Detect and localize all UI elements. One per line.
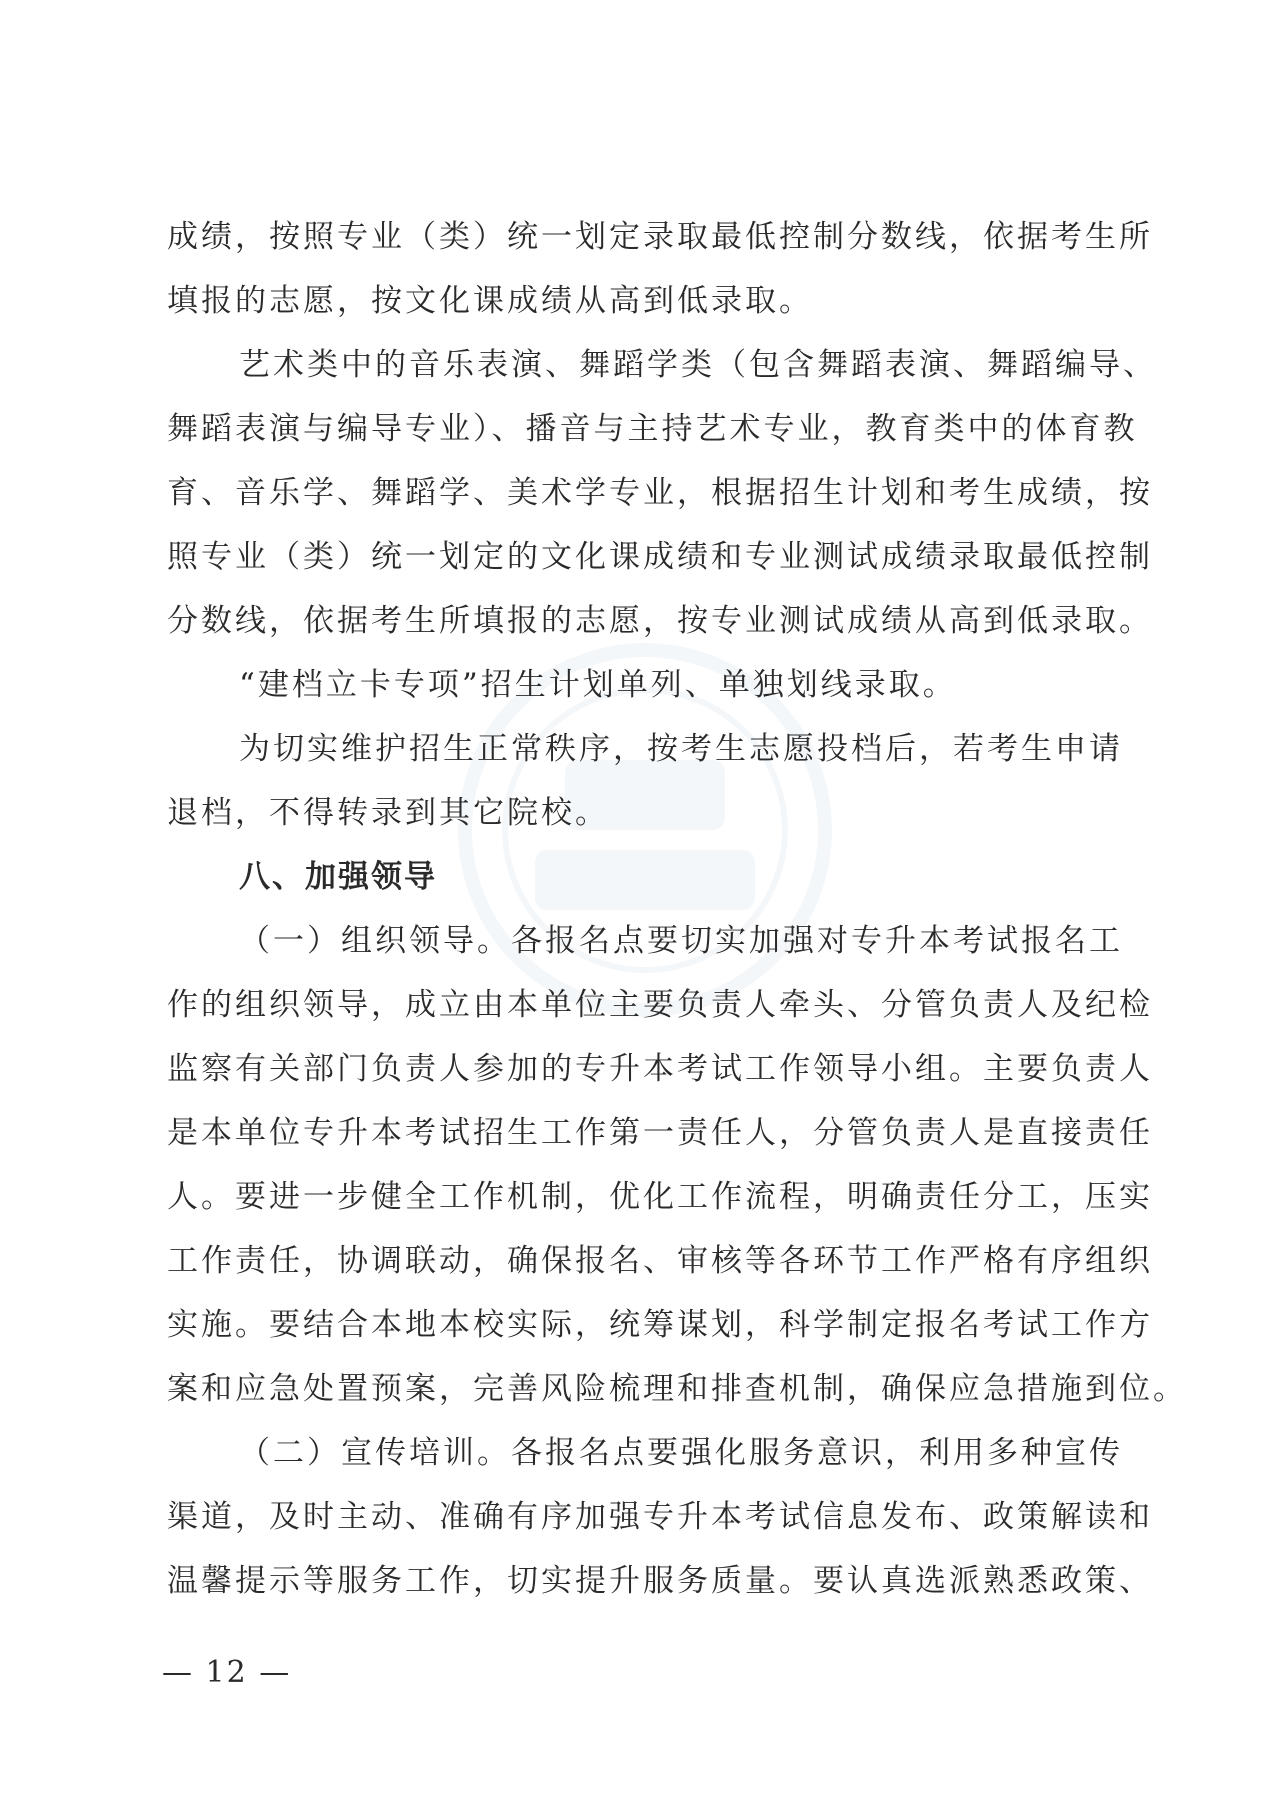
text-line: （一）组织领导。各报名点要切实加强对专升本考试报名工 [239, 923, 1123, 959]
text-line: 退档，不得转录到其它院校。 [167, 795, 609, 831]
text-line: 育、音乐学、舞蹈学、美术学专业，根据招生计划和考生成绩，按 [167, 475, 1153, 511]
page-number: — 12 — [162, 1655, 292, 1690]
text-line: 舞蹈表演与编导专业）、播音与主持艺术专业，教育类中的体育教 [167, 411, 1138, 447]
text-line: 案和应急处置预案，完善风险梳理和排查机制，确保应急措施到位。 [167, 1371, 1187, 1407]
text-line: 人。要进一步健全工作机制，优化工作流程，明确责任分工，压实 [167, 1179, 1153, 1215]
text-line: 为切实维护招生正常秩序，按考生志愿投档后，若考生申请 [239, 731, 1123, 767]
body-text [167, 205, 1187, 1613]
text-line: 作的组织领导，成立由本单位主要负责人牵头、分管负责人及纪检 [167, 987, 1153, 1023]
text-line: “建档立卡专项”招生计划单列、单独划线录取。 [239, 667, 957, 703]
text-line: 是本单位专升本考试招生工作第一责任人，分管负责人是直接责任 [167, 1115, 1153, 1151]
text-line: 工作责任，协调联动，确保报名、审核等各环节工作严格有序组织 [167, 1243, 1153, 1279]
text-line: 监察有关部门负责人参加的专升本考试工作领导小组。主要负责人 [167, 1051, 1153, 1087]
text-line: 照专业（类）统一划定的文化课成绩和专业测试成绩录取最低控制 [167, 539, 1153, 575]
text-line: 实施。要结合本地本校实际，统筹谋划，科学制定报名考试工作方 [167, 1307, 1153, 1343]
text-line: 填报的志愿，按文化课成绩从高到低录取。 [167, 283, 813, 319]
text-line: 渠道，及时主动、准确有序加强专升本考试信息发布、政策解读和 [167, 1499, 1153, 1535]
text-line: 成绩，按照专业（类）统一划定录取最低控制分数线，依据考生所 [167, 219, 1153, 255]
text-line: 温馨提示等服务工作，切实提升服务质量。要认真选派熟悉政策、 [167, 1563, 1153, 1599]
text-line: 分数线，依据考生所填报的志愿，按专业测试成绩从高到低录取。 [167, 603, 1153, 639]
text-line: 艺术类中的音乐表演、舞蹈学类（包含舞蹈表演、舞蹈编导、 [239, 347, 1157, 383]
text-line: （二）宣传培训。各报名点要强化服务意识，利用多种宣传 [239, 1435, 1123, 1471]
section-heading: 八、加强领导 [239, 859, 437, 895]
